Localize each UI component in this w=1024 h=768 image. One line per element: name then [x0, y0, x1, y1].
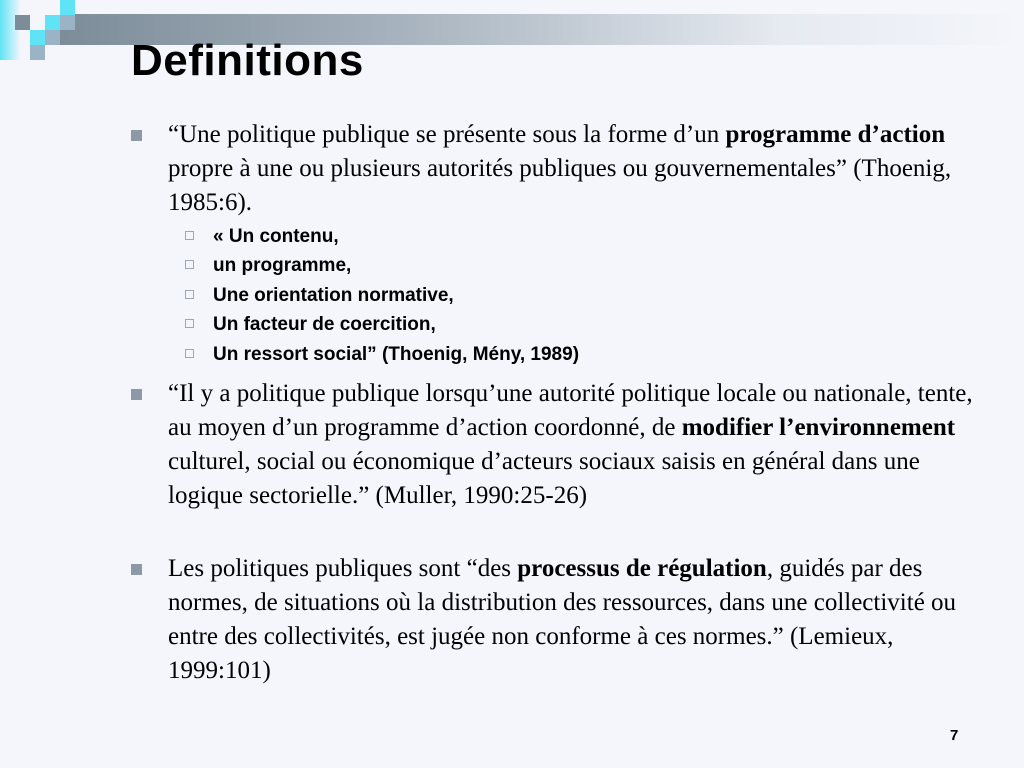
- hollow-square-bullet-icon: [185, 290, 194, 299]
- bullet-text: culturel, social ou économique d’acteurs sociaux saisis en général dans une logique sectorielle.” (Muller, 1990:25-26): [168, 448, 920, 509]
- decorative-squares: [0, 0, 80, 62]
- bullet-text: , guidés par des normes, de situations où la distribution des ressources, dans une collectivité ou entre des collectivités, est jugée non conforme à ces normes.” (Lemieux, 1999:101): [168, 555, 957, 684]
- bullet-emphasis: processus de régulation: [517, 555, 767, 582]
- bullet-text: Les politiques publiques sont “des: [168, 555, 518, 582]
- sub-bullet-text: Un facteur de coercition,: [213, 314, 436, 335]
- square-bullet-icon: [131, 389, 142, 400]
- bullet-text: propre à une ou plusieurs autorités publiques ou gouvernementales” (Thoenig, 1985:6).: [168, 155, 952, 216]
- bullet-emphasis: modifier l’environnement: [681, 414, 956, 441]
- hollow-square-bullet-icon: [185, 319, 194, 328]
- sub-bullet-4: [185, 310, 436, 340]
- hollow-square-bullet-icon: [185, 231, 194, 240]
- page-number: 7: [950, 727, 959, 744]
- square-bullet-icon: [131, 130, 142, 141]
- sub-bullet-text: « Un contenu,: [213, 226, 339, 247]
- bullet-3: [131, 552, 991, 688]
- sub-bullet-2: [185, 251, 351, 281]
- bullet-text: “Il y a politique publique lorsqu’une autorité politique locale ou nationale, tente, au moyen d’un programme d’action coordonné, de: [168, 380, 973, 441]
- sub-bullet-text: un programme,: [213, 255, 352, 276]
- square-bullet-icon: [131, 564, 142, 575]
- bullet-1: [131, 118, 991, 220]
- bullet-2: [131, 377, 991, 513]
- sub-bullet-text: Un ressort social” (Thoenig, Mény, 1989): [213, 344, 580, 365]
- bullet-text: “Une politique publique se présente sous la forme d’un: [168, 121, 726, 148]
- hollow-square-bullet-icon: [185, 260, 194, 269]
- sub-bullet-text: Une orientation normative,: [213, 285, 454, 306]
- slide-title: Definitions: [131, 36, 364, 85]
- sub-bullet-5: [185, 340, 579, 370]
- hollow-square-bullet-icon: [185, 349, 194, 358]
- sub-bullet-3: [185, 281, 454, 311]
- bullet-emphasis: programme d’action: [725, 121, 946, 148]
- sub-bullet-1: [185, 222, 339, 252]
